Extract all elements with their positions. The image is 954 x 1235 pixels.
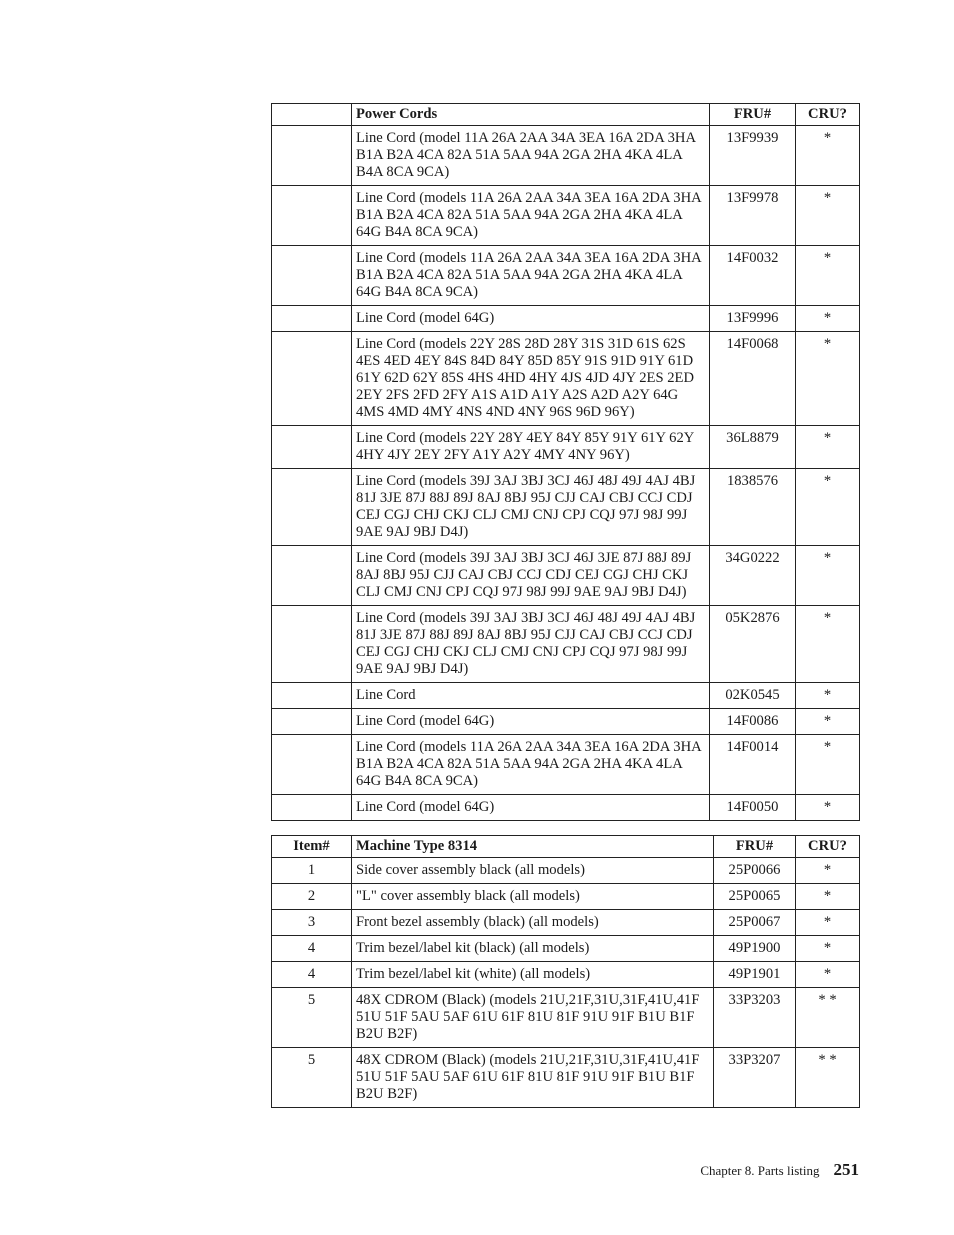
- cell-description: Line Cord (model 64G): [352, 709, 710, 735]
- cell-item: 5: [272, 988, 352, 1048]
- cell-description: Trim bezel/label kit (black) (all models): [352, 936, 714, 962]
- table-row: [272, 910, 860, 936]
- cell-fru: 34G0222: [710, 546, 796, 606]
- cell-description: Trim bezel/label kit (white) (all models): [352, 962, 714, 988]
- cell-item: 5: [272, 1048, 352, 1108]
- table-row: [272, 469, 860, 546]
- cell-cru: *: [796, 962, 860, 988]
- cell-item: [272, 186, 352, 246]
- cell-item: 3: [272, 910, 352, 936]
- cell-description: Line Cord (model 64G): [352, 795, 710, 821]
- cell-item: 2: [272, 884, 352, 910]
- table-header-row: [272, 836, 860, 858]
- table-body: [272, 126, 860, 821]
- cell-fru: 05K2876: [710, 606, 796, 683]
- table-row: [272, 795, 860, 821]
- cell-item: [272, 709, 352, 735]
- header-fru: FRU#: [710, 104, 796, 126]
- header-cru: CRU?: [796, 836, 860, 858]
- table-row: [272, 246, 860, 306]
- cell-fru: 14F0050: [710, 795, 796, 821]
- cell-fru: 33P3203: [714, 988, 796, 1048]
- cell-description: Line Cord (models 39J 3AJ 3BJ 3CJ 46J 48J 49J 4AJ 4BJ 81J 3JE 87J 88J 89J 8AJ 8BJ 95J CJJ CAJ CBJ CCJ CDJ CEJ CGJ CHJ CKJ CLJ CMJ CNJ CPJ CQJ 97J 98J 99J 9AE 9AJ 9BJ D4J): [352, 469, 710, 546]
- cell-cru: *: [796, 735, 860, 795]
- header-item: [272, 104, 352, 126]
- cell-item: 1: [272, 858, 352, 884]
- cell-description: "L" cover assembly black (all models): [352, 884, 714, 910]
- cell-fru: 02K0545: [710, 683, 796, 709]
- cell-item: [272, 546, 352, 606]
- cell-cru: *: [796, 306, 860, 332]
- cell-cru: *: [796, 936, 860, 962]
- table-row: [272, 1048, 860, 1108]
- cell-cru: *: [796, 546, 860, 606]
- table-row: [272, 709, 860, 735]
- cell-item: [272, 332, 352, 426]
- cell-cru: *: [796, 469, 860, 546]
- cell-fru: 25P0065: [714, 884, 796, 910]
- cell-item: 4: [272, 936, 352, 962]
- cell-cru: * *: [796, 988, 860, 1048]
- cell-fru: 25P0067: [714, 910, 796, 936]
- table-row: [272, 858, 860, 884]
- cell-description: Line Cord (models 39J 3AJ 3BJ 3CJ 46J 48J 49J 4AJ 4BJ 81J 3JE 87J 88J 89J 8AJ 8BJ 95J CJJ CAJ CBJ CCJ CDJ CEJ CGJ CHJ CKJ CLJ CMJ CNJ CPJ CQJ 97J 98J 99J 9AE 9AJ 9BJ D4J): [352, 606, 710, 683]
- cell-fru: 49P1900: [714, 936, 796, 962]
- cell-item: [272, 735, 352, 795]
- cell-cru: * *: [796, 1048, 860, 1108]
- cell-fru: 36L8879: [710, 426, 796, 469]
- cell-cru: *: [796, 606, 860, 683]
- cell-fru: 1838576: [710, 469, 796, 546]
- cell-description: Line Cord (models 22Y 28Y 4EY 84Y 85Y 91Y 61Y 62Y 4HY 4JY 2EY 2FY A1Y A2Y 4MY 4NY 96Y): [352, 426, 710, 469]
- cell-fru: 33P3207: [714, 1048, 796, 1108]
- cell-item: [272, 426, 352, 469]
- cell-description: 48X CDROM (Black) (models 21U,21F,31U,31F,41U,41F 51U 51F 5AU 5AF 61U 61F 81U 81F 91U 91F B1U B1F B2U B2F): [352, 1048, 714, 1108]
- power-cords-table: [271, 103, 860, 821]
- cell-item: [272, 306, 352, 332]
- cell-description: Line Cord (models 39J 3AJ 3BJ 3CJ 46J 3JE 87J 88J 89J 8AJ 8BJ 95J CJJ CAJ CBJ CCJ CDJ CEJ CGJ CHJ CKJ CLJ CMJ CNJ CPJ CQJ 97J 98J 99J 9AE 9AJ 9BJ D4J): [352, 546, 710, 606]
- table-row: [272, 426, 860, 469]
- cell-cru: *: [796, 332, 860, 426]
- cell-item: [272, 126, 352, 186]
- cell-fru: 13F9939: [710, 126, 796, 186]
- cell-item: [272, 246, 352, 306]
- cell-item: [272, 606, 352, 683]
- header-cru: CRU?: [796, 104, 860, 126]
- cell-description: 48X CDROM (Black) (models 21U,21F,31U,31F,41U,41F 51U 51F 5AU 5AF 61U 61F 81U 81F 91U 91F B1U B1F B2U B2F): [352, 988, 714, 1048]
- cell-cru: *: [796, 246, 860, 306]
- table-row: [272, 546, 860, 606]
- cell-cru: *: [796, 910, 860, 936]
- table-row: [272, 884, 860, 910]
- cell-cru: *: [796, 426, 860, 469]
- cell-item: [272, 795, 352, 821]
- header-item: Item#: [272, 836, 352, 858]
- chapter-title: Chapter 8. Parts listing: [700, 1163, 820, 1178]
- cell-description: Line Cord (models 11A 26A 2AA 34A 3EA 16A 2DA 3HA B1A B2A 4CA 82A 51A 5AA 94A 2GA 2HA 4KA 4LA 64G B4A 8CA 9CA): [352, 735, 710, 795]
- cell-cru: *: [796, 186, 860, 246]
- cell-cru: *: [796, 126, 860, 186]
- table-row: [272, 936, 860, 962]
- table-header-row: [272, 104, 860, 126]
- cell-description: Line Cord (models 11A 26A 2AA 34A 3EA 16A 2DA 3HA B1A B2A 4CA 82A 51A 5AA 94A 2GA 2HA 4KA 4LA 64G B4A 8CA 9CA): [352, 186, 710, 246]
- header-description: Power Cords: [352, 104, 710, 126]
- cell-cru: *: [796, 795, 860, 821]
- table-row: [272, 606, 860, 683]
- cell-fru: 25P0066: [714, 858, 796, 884]
- cell-item: 4: [272, 962, 352, 988]
- cell-item: [272, 683, 352, 709]
- machine-type-table: [271, 835, 860, 1108]
- table-row: [272, 186, 860, 246]
- table-row: [272, 306, 860, 332]
- table-row: [272, 988, 860, 1048]
- cell-description: Line Cord (models 22Y 28S 28D 28Y 31S 31D 61S 62S 4ES 4ED 4EY 84S 84D 84Y 85D 85Y 91S 91D 91Y 61D 61Y 62D 62Y 85S 4HS 4HD 4HY 4JS 4JD 4JY 2ES 2ED 2EY 2FS 2FD 2FY A1S A1D A1Y A2S A2D A2Y 64G 4MS 4MD 4MY 4NS 4ND 4NY 96S 96D 96Y): [352, 332, 710, 426]
- cell-cru: *: [796, 683, 860, 709]
- cell-cru: *: [796, 858, 860, 884]
- cell-fru: 13F9996: [710, 306, 796, 332]
- table-row: [272, 683, 860, 709]
- cell-fru: 14F0068: [710, 332, 796, 426]
- page-number: 251: [833, 1160, 859, 1179]
- table-row: [272, 332, 860, 426]
- cell-description: Line Cord (model 64G): [352, 306, 710, 332]
- cell-fru: 13F9978: [710, 186, 796, 246]
- table-body: [272, 858, 860, 1108]
- cell-description: Line Cord (model 11A 26A 2AA 34A 3EA 16A 2DA 3HA B1A B2A 4CA 82A 51A 5AA 94A 2GA 2HA 4KA 4LA B4A 8CA 9CA): [352, 126, 710, 186]
- cell-description: Line Cord: [352, 683, 710, 709]
- header-description: Machine Type 8314: [352, 836, 714, 858]
- cell-cru: *: [796, 884, 860, 910]
- cell-fru: 49P1901: [714, 962, 796, 988]
- cell-fru: 14F0014: [710, 735, 796, 795]
- header-fru: FRU#: [714, 836, 796, 858]
- table-row: [272, 962, 860, 988]
- page-footer: [0, 1160, 859, 1180]
- cell-description: Front bezel assembly (black) (all models): [352, 910, 714, 936]
- cell-fru: 14F0086: [710, 709, 796, 735]
- cell-fru: 14F0032: [710, 246, 796, 306]
- table-row: [272, 735, 860, 795]
- cell-description: Side cover assembly black (all models): [352, 858, 714, 884]
- cell-description: Line Cord (models 11A 26A 2AA 34A 3EA 16A 2DA 3HA B1A B2A 4CA 82A 51A 5AA 94A 2GA 2HA 4KA 4LA 64G B4A 8CA 9CA): [352, 246, 710, 306]
- cell-item: [272, 469, 352, 546]
- table-row: [272, 126, 860, 186]
- cell-cru: *: [796, 709, 860, 735]
